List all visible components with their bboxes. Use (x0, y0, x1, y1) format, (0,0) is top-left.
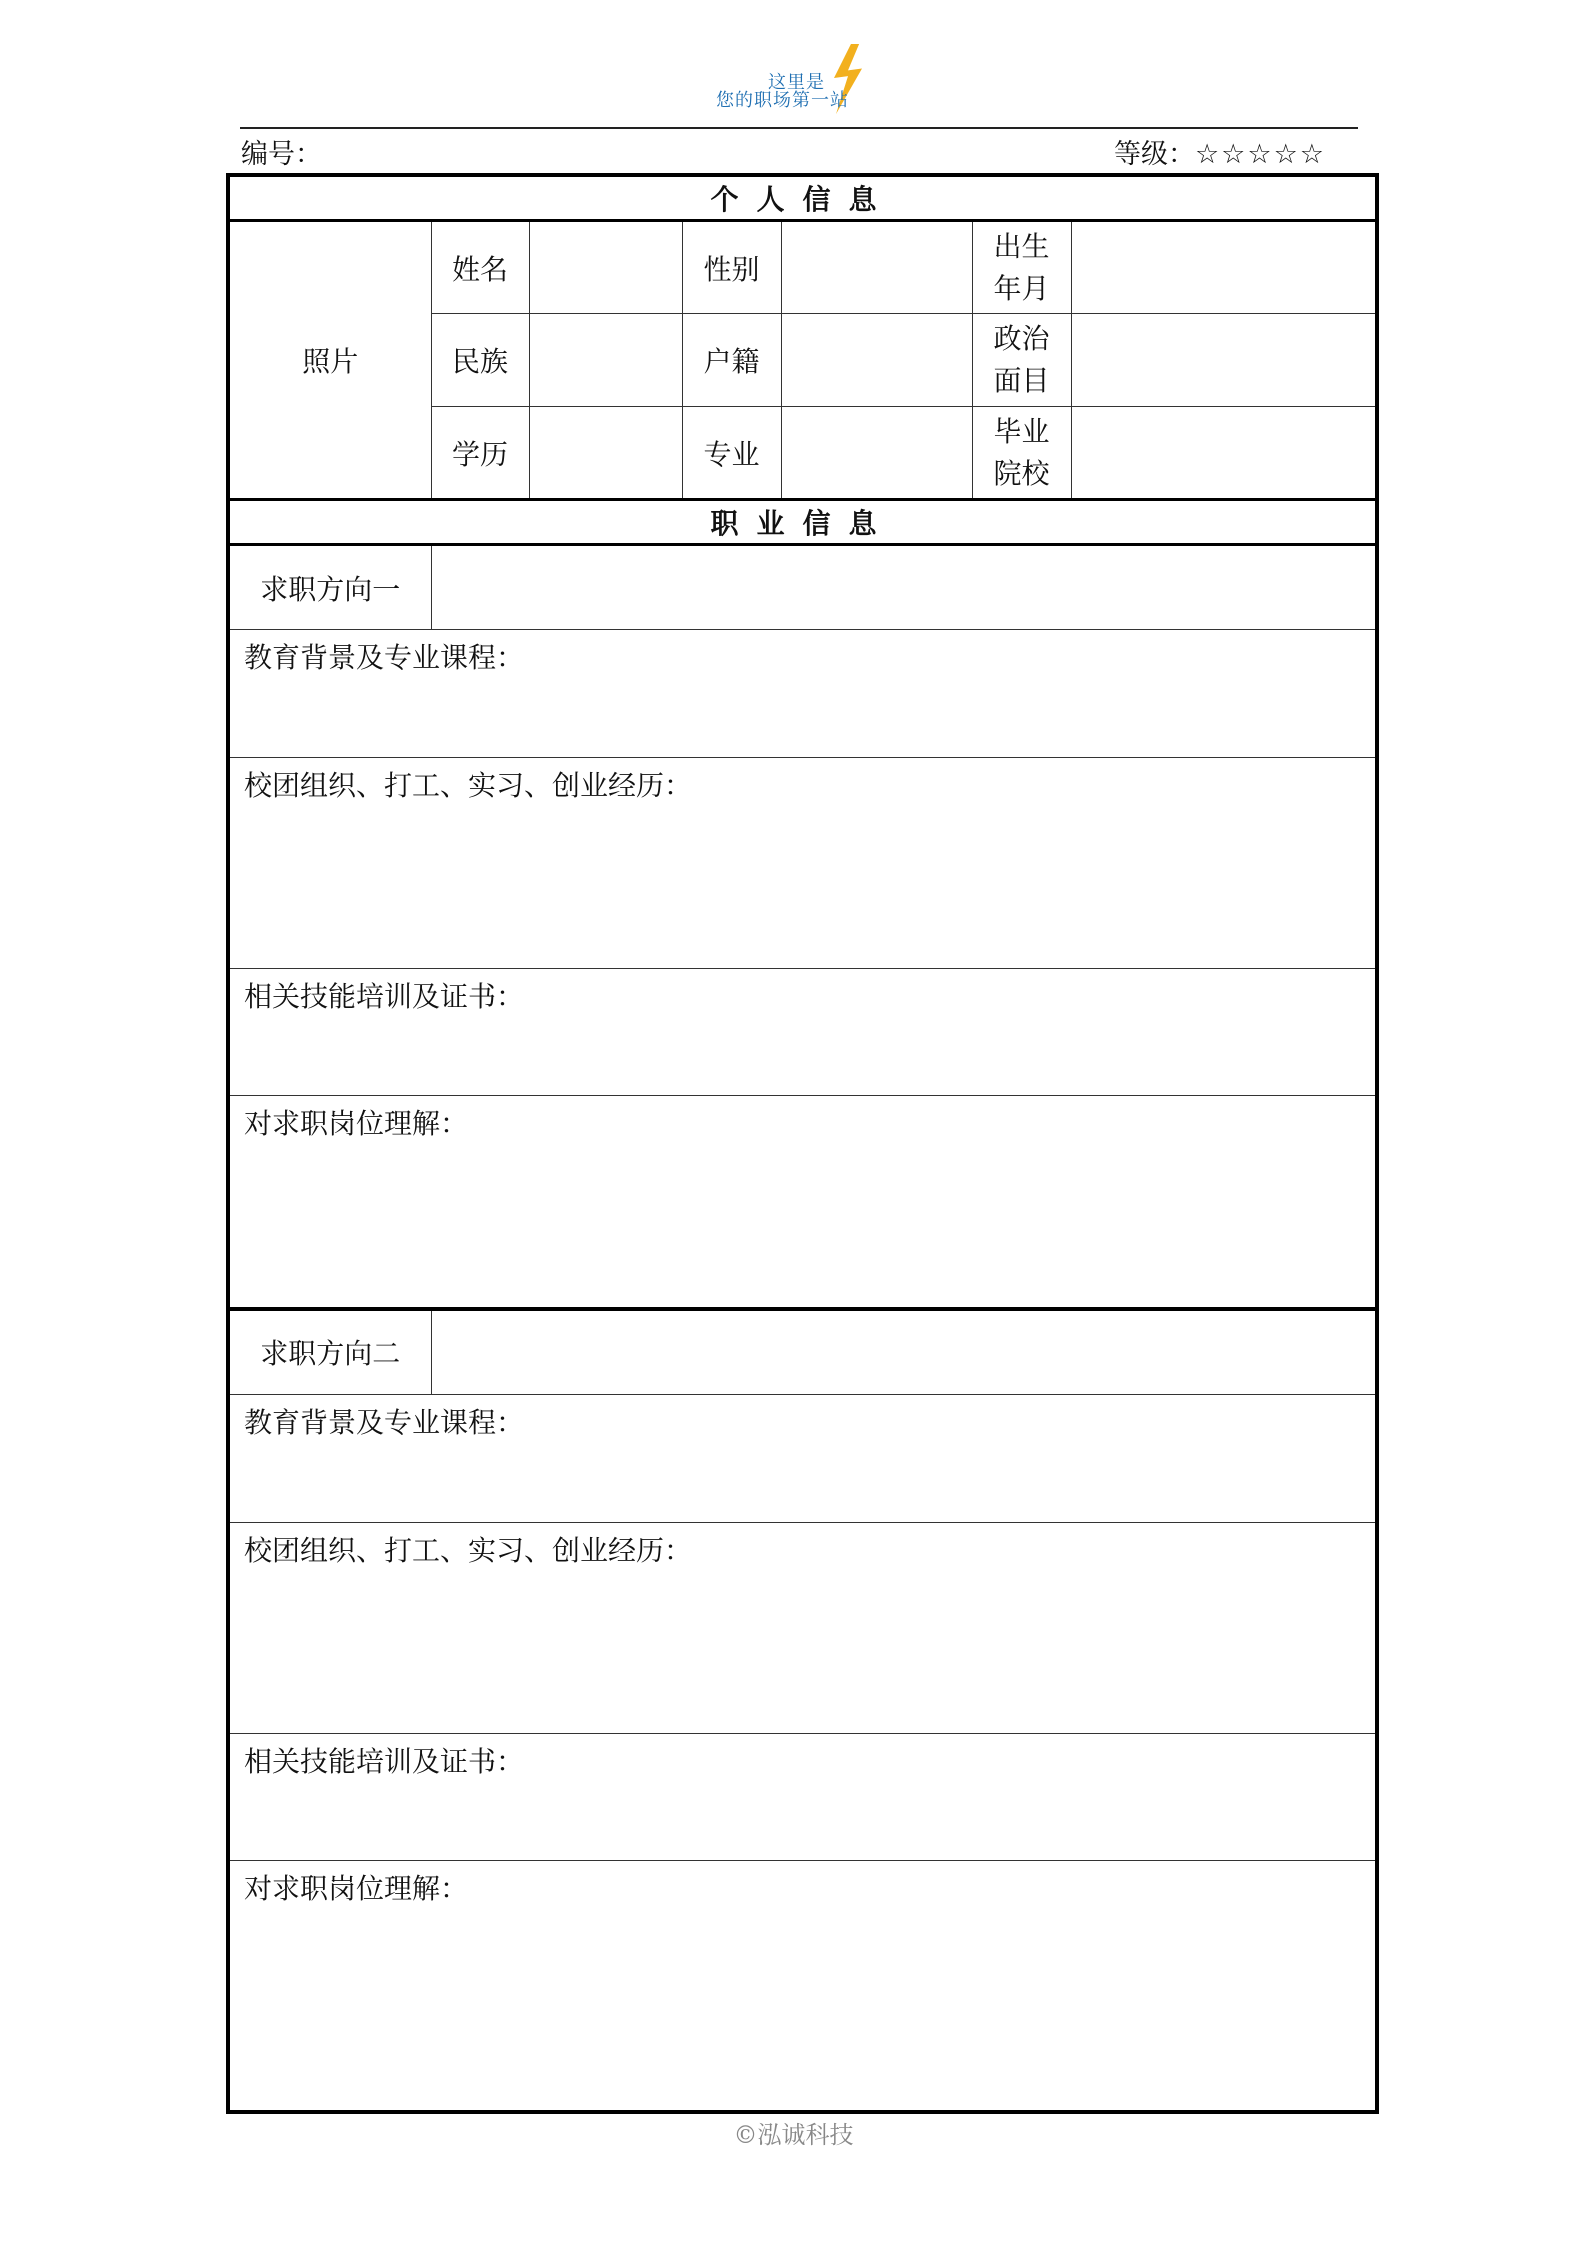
resume-form (226, 173, 1379, 2114)
logo-line1: 这里是 (768, 72, 825, 93)
direction-1-experience[interactable]: 校团组织、打工、实习、创业经历： (228, 758, 1377, 969)
career-info-title: 职业信息 (228, 500, 1377, 545)
major-field[interactable] (781, 407, 972, 500)
grade (1114, 132, 1326, 171)
political-label: 政治 面目 (972, 314, 1071, 407)
direction-2-field[interactable] (431, 1309, 1377, 1395)
direction-1-understanding[interactable]: 对求职岗位理解： (228, 1096, 1377, 1309)
ethnicity-field[interactable] (529, 314, 682, 407)
birth-field[interactable] (1071, 221, 1377, 314)
name-field[interactable] (529, 221, 682, 314)
political-field[interactable] (1071, 314, 1377, 407)
gender-field[interactable] (781, 221, 972, 314)
direction-2-skills[interactable]: 相关技能培训及证书： (228, 1733, 1377, 1860)
direction-1-label: 求职方向一 (228, 545, 431, 630)
school-label: 毕业 院校 (972, 407, 1071, 500)
major-label: 专业 (682, 407, 781, 500)
direction-2-experience[interactable]: 校团组织、打工、实习、创业经历： (228, 1522, 1377, 1733)
ethnicity-label: 民族 (431, 314, 529, 407)
footer-copyright: ©泓诚科技 (733, 2121, 854, 2149)
birth-label: 出生 年月 (972, 221, 1071, 314)
direction-2-education[interactable]: 教育背景及专业课程： (228, 1394, 1377, 1522)
logo (700, 44, 900, 114)
rating-stars[interactable]: ☆☆☆☆☆ (1194, 139, 1326, 170)
photo-cell[interactable]: 照片 (228, 221, 431, 500)
education-label: 学历 (431, 407, 529, 500)
grade-label: 等级： (1113, 139, 1195, 170)
household-label: 户籍 (682, 314, 781, 407)
logo-line2: 您的职场第一站 (716, 90, 849, 111)
household-field[interactable] (781, 314, 972, 407)
education-field[interactable] (529, 407, 682, 500)
direction-2-label: 求职方向二 (228, 1309, 431, 1395)
name-label: 姓名 (431, 221, 529, 314)
direction-1-education[interactable]: 教育背景及专业课程： (228, 630, 1377, 758)
direction-2-understanding[interactable]: 对求职岗位理解： (228, 1860, 1377, 2112)
gender-label: 性别 (682, 221, 781, 314)
direction-1-field[interactable] (431, 545, 1377, 630)
header-rule (240, 127, 1358, 129)
school-field[interactable] (1071, 407, 1377, 500)
personal-info-title: 个人信息 (228, 175, 1377, 221)
number-label: 编号： (241, 139, 322, 170)
direction-1-skills[interactable]: 相关技能培训及证书： (228, 969, 1377, 1096)
